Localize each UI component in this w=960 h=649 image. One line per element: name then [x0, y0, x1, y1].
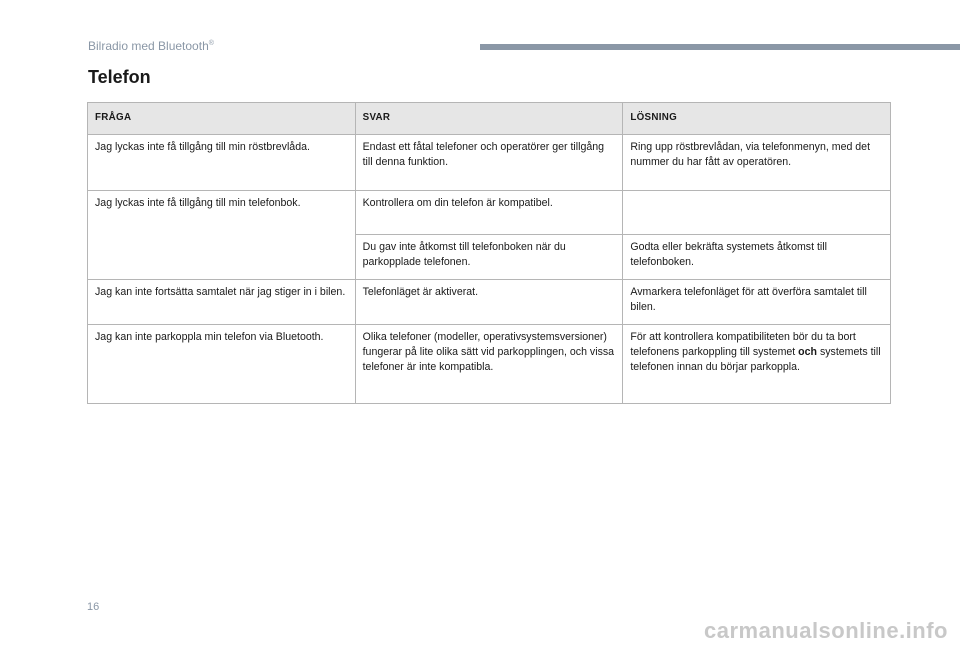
- answer-cell: Endast ett fåtal telefoner och operatörer ger tillgång till denna funktion.: [355, 135, 623, 191]
- question-cell: Jag lyckas inte få tillgång till min telefonbok.: [88, 191, 356, 280]
- column-header-answer: SVAR: [355, 103, 623, 135]
- solution-cell: Godta eller bekräfta systemets åtkomst till telefonboken.: [623, 235, 891, 280]
- column-header-solution: LÖSNING: [623, 103, 891, 135]
- question-cell: Jag lyckas inte få tillgång till min röstbrevlåda.: [88, 135, 356, 191]
- page-number: 16: [87, 601, 100, 613]
- question-cell: Jag kan inte parkoppla min telefon via Bluetooth.: [88, 325, 356, 404]
- solution-text-bold: och: [798, 346, 818, 358]
- answer-cell: Du gav inte åtkomst till telefonboken när du parkopplade telefonen.: [355, 235, 623, 280]
- table-row: [88, 135, 891, 191]
- section-title: Telefon: [88, 67, 151, 87]
- solution-cell: Ring upp röstbrevlådan, via telefonmenyn, med det nummer du har fått av operatören.: [623, 135, 891, 191]
- answer-cell: Olika telefoner (modeller, operativsystemsversioner) fungerar på lite olika sätt vid parkopplingen, och vissa telefoner är inte kompatibla.: [355, 325, 623, 404]
- header-accent-bar: [480, 44, 960, 50]
- solution-cell: [623, 325, 891, 404]
- troubleshooting-table: [87, 102, 891, 404]
- column-header-question: FRÅGA: [88, 103, 356, 135]
- answer-cell: Kontrollera om din telefon är kompatibel.: [355, 191, 623, 235]
- table-header-row: [88, 103, 891, 135]
- registered-mark: ®: [208, 40, 214, 47]
- answer-cell: Telefonläget är aktiverat.: [355, 280, 623, 325]
- solution-text-before: För att kontrollera kompatibiliteten bör du ta bort telefonens parkoppling till systemet: [630, 331, 856, 358]
- solution-text-after: systemets till telefonen innan du börjar parkoppla.: [630, 346, 881, 373]
- question-cell: Jag kan inte fortsätta samtalet när jag stiger in i bilen.: [88, 280, 356, 325]
- solution-cell: [623, 191, 891, 235]
- running-header: [88, 39, 214, 53]
- solution-cell: Avmarkera telefonläget för att överföra samtalet till bilen.: [623, 280, 891, 325]
- table-row: [88, 280, 891, 325]
- running-header-text: Bilradio med Bluetooth: [88, 39, 209, 53]
- table-row: [88, 191, 891, 235]
- table-row: [88, 325, 891, 404]
- watermark: carmanualsonline.info: [704, 618, 948, 643]
